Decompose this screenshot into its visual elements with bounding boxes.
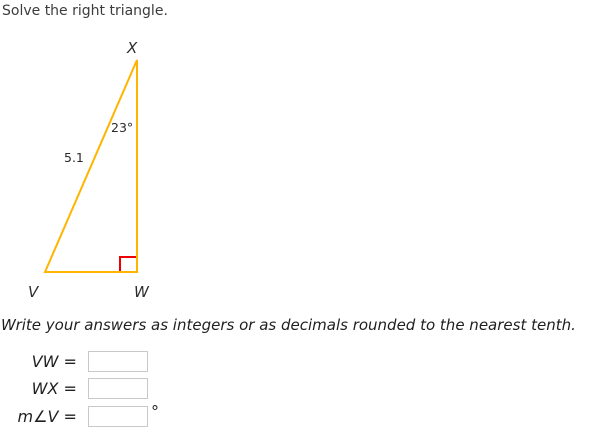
right-angle-marker-icon	[120, 257, 136, 271]
degree-suffix: °	[151, 402, 159, 421]
triangle-figure	[0, 30, 220, 310]
vertex-label-x: X	[127, 39, 138, 57]
angle-v-input[interactable]	[88, 406, 148, 427]
answer-row-angle-v	[0, 402, 159, 427]
instruction-text: Write your answers as integers or as decimals rounded to the nearest tenth.	[1, 316, 576, 334]
answer-row-vw	[0, 350, 159, 372]
triangle-outline	[45, 60, 137, 272]
page-title: Solve the right triangle.	[2, 3, 168, 19]
wx-input[interactable]	[88, 378, 148, 399]
side-length-label: 5.1	[64, 150, 84, 165]
vertex-label-w: W	[134, 283, 149, 301]
vertex-label-v: V	[28, 283, 39, 301]
angle-label: 23°	[111, 120, 134, 135]
answer-row-wx	[0, 378, 159, 400]
answer-label-angle-v: m∠V =	[17, 406, 82, 426]
answer-label-vw: VW =	[31, 351, 82, 371]
vw-input[interactable]	[88, 351, 148, 372]
answer-label-wx: WX =	[31, 379, 82, 398]
answer-form	[0, 350, 159, 430]
